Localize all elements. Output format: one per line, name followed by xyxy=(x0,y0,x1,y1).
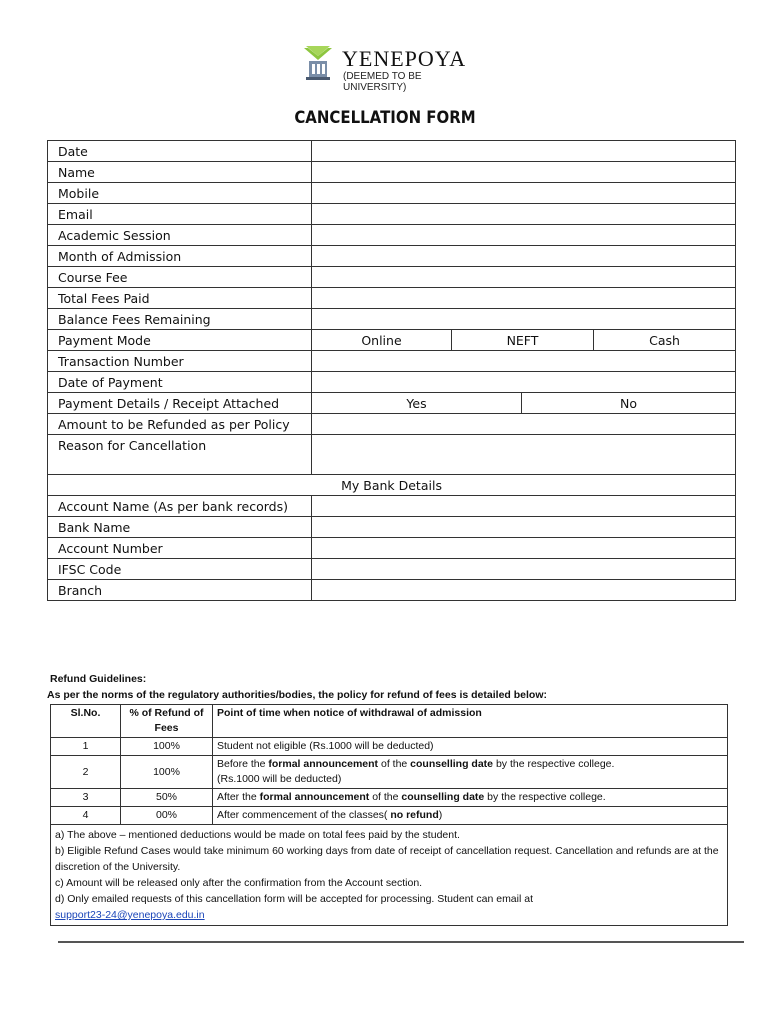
label-total-fees-paid: Total Fees Paid xyxy=(48,288,312,309)
receipt-option-no[interactable]: No xyxy=(522,393,736,414)
row-percent: 100% xyxy=(121,756,213,789)
note-b: b) Eligible Refund Cases would take minimum 60 working days from date of receipt of cancellation request. Cancellation and refunds are at the discretion of the University. xyxy=(55,845,719,873)
course-fee-field[interactable] xyxy=(312,267,736,288)
label-month-of-admission: Month of Admission xyxy=(48,246,312,267)
row-slno: 2 xyxy=(51,756,121,789)
col-percent: % of Refund of Fees xyxy=(121,705,213,738)
note-a: a) The above – mentioned deductions would be made on total fees paid by the student. xyxy=(55,829,460,841)
receipt-option-yes[interactable]: Yes xyxy=(312,393,522,414)
label-transaction-number: Transaction Number xyxy=(48,351,312,372)
refund-notes xyxy=(51,825,728,926)
row-percent: 50% xyxy=(121,789,213,807)
label-account-name: Account Name (As per bank records) xyxy=(48,496,312,517)
balance-fees-field[interactable] xyxy=(312,309,736,330)
refund-guidelines-heading: Refund Guidelines: xyxy=(50,673,147,685)
bank-details-heading: My Bank Details xyxy=(48,475,736,496)
amount-refunded-field[interactable] xyxy=(312,414,736,435)
row-slno: 3 xyxy=(51,789,121,807)
label-balance-fees: Balance Fees Remaining xyxy=(48,309,312,330)
label-payment-mode: Payment Mode xyxy=(48,330,312,351)
row-percent: 00% xyxy=(121,807,213,825)
label-amount-refunded: Amount to be Refunded as per Policy xyxy=(48,414,312,435)
label-reason: Reason for Cancellation xyxy=(48,435,312,475)
bank-name-field[interactable] xyxy=(312,517,736,538)
note-c: c) Amount will be released only after the confirmation from the Account section. xyxy=(55,877,423,889)
divider xyxy=(58,941,744,943)
refund-guidelines-intro: As per the norms of the regulatory authorities/bodies, the policy for refund of fees is detailed below: xyxy=(47,689,547,701)
table-row xyxy=(51,738,728,756)
date-field[interactable] xyxy=(312,141,736,162)
table-row xyxy=(51,756,728,789)
mobile-field[interactable] xyxy=(312,183,736,204)
refund-policy-table xyxy=(50,704,728,926)
label-date: Date xyxy=(48,141,312,162)
col-slno: Sl.No. xyxy=(51,705,121,738)
row-percent: 100% xyxy=(121,738,213,756)
table-row xyxy=(51,807,728,825)
form-title: CANCELLATION FORM xyxy=(294,108,476,128)
month-of-admission-field[interactable] xyxy=(312,246,736,267)
row-slno: 4 xyxy=(51,807,121,825)
payment-option-online[interactable]: Online xyxy=(312,330,452,351)
university-name: YENEPOYA xyxy=(342,46,467,71)
support-email-link[interactable]: support23-24@yenepoya.edu.in xyxy=(55,909,205,921)
university-logo xyxy=(300,44,480,93)
label-email: Email xyxy=(48,204,312,225)
label-academic-session: Academic Session xyxy=(48,225,312,246)
email-field[interactable] xyxy=(312,204,736,225)
ifsc-field[interactable] xyxy=(312,559,736,580)
label-branch: Branch xyxy=(48,580,312,601)
payment-option-cash[interactable]: Cash xyxy=(594,330,736,351)
name-field[interactable] xyxy=(312,162,736,183)
reason-field[interactable] xyxy=(312,435,736,475)
crest-icon xyxy=(300,44,336,84)
row-text: After commencement of the classes( no refund) xyxy=(213,807,728,825)
table-row xyxy=(51,789,728,807)
total-fees-paid-field[interactable] xyxy=(312,288,736,309)
label-mobile: Mobile xyxy=(48,183,312,204)
label-name: Name xyxy=(48,162,312,183)
label-date-of-payment: Date of Payment xyxy=(48,372,312,393)
cancellation-form-table xyxy=(47,140,736,601)
account-number-field[interactable] xyxy=(312,538,736,559)
label-course-fee: Course Fee xyxy=(48,267,312,288)
label-account-number: Account Number xyxy=(48,538,312,559)
transaction-number-field[interactable] xyxy=(312,351,736,372)
date-of-payment-field[interactable] xyxy=(312,372,736,393)
university-subtitle: (DEEMED TO BE UNIVERSITY) xyxy=(343,71,422,93)
row-slno: 1 xyxy=(51,738,121,756)
label-bank-name: Bank Name xyxy=(48,517,312,538)
account-name-field[interactable] xyxy=(312,496,736,517)
label-payment-details: Payment Details / Receipt Attached xyxy=(48,393,312,414)
row-text: Before the formal announcement of the counselling date by the respective college. (Rs.1000 will be deducted) xyxy=(213,756,728,789)
row-text: After the formal announcement of the counselling date by the respective college. xyxy=(213,789,728,807)
row-text: Student not eligible (Rs.1000 will be deducted) xyxy=(213,738,728,756)
note-d: d) Only emailed requests of this cancellation form will be accepted for processing. Student can email at xyxy=(55,893,533,905)
branch-field[interactable] xyxy=(312,580,736,601)
label-ifsc: IFSC Code xyxy=(48,559,312,580)
academic-session-field[interactable] xyxy=(312,225,736,246)
col-point: Point of time when notice of withdrawal of admission xyxy=(213,705,728,738)
payment-option-neft[interactable]: NEFT xyxy=(452,330,594,351)
